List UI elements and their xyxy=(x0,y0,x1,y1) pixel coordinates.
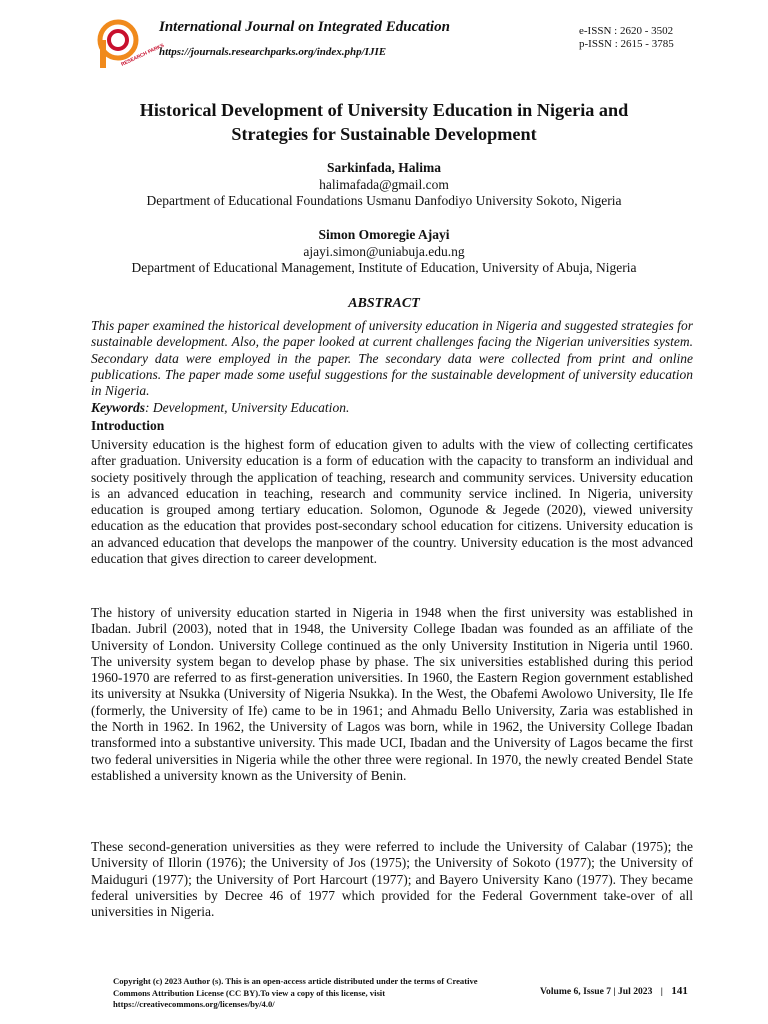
paper-title-line1: Historical Development of University Education in Nigeria and xyxy=(139,100,629,120)
paper-title-line2: Strategies for Sustainable Development xyxy=(231,124,537,144)
paper-title xyxy=(60,98,708,146)
author-block-1 xyxy=(60,160,708,210)
journal-url-link[interactable]: https://journals.researchparks.org/index.php/IJIE xyxy=(159,46,387,58)
e-issn: e-ISSN : 2620 - 3502 xyxy=(579,25,674,37)
journal-title: International Journal on Integrated Education xyxy=(159,19,450,35)
svg-text:RESEARCH PARKS: RESEARCH PARKS xyxy=(120,42,166,68)
footer-date: | Jul 2023 xyxy=(613,986,653,997)
author-name: Simon Omoregie Ajayi xyxy=(318,227,450,242)
author-email[interactable]: ajayi.simon@uniabuja.edu.ng xyxy=(303,243,465,259)
body-paragraph: These second-generation universities as they were referred to include the University of Calabar (1975); the University of Illorin (1976); the University of Jos (1975); the University of Sokoto (1977); the University of Maiduguri (1977); the University of Port Harcourt (1977); and Bayero University Kano (1977). They became federal universities by Decree 46 of 1977 which provided for the Federal Government take-over of all universities in Nigeria. xyxy=(91,839,693,920)
author-affiliation: Department of Educational Foundations Usmanu Danfodiyo University Sokoto, Nigeria xyxy=(146,193,622,208)
abstract-heading: ABSTRACT xyxy=(348,296,420,311)
journal-logo xyxy=(96,16,166,74)
keywords-text: : Development, University Education. xyxy=(145,400,350,415)
body-paragraph: The history of university education started in Nigeria in 1948 when the first university was established in Ibadan. Jubril (2003), noted that in 1948, the University College Ibadan was founded as an affiliate of the University of London. University College continued as the only University Institution in Nigeria until 1960. The university system began to develop phase by phase. The six universities established during this period 1960-1970 are referred to as first-generation universities. In 1960, the Eastern Region government established its university at Nsukka (University of Nigeria Nsukka). In the West, the Obafemi Awolowo University, Ile Ife (formerly, the University of Ife) came to be in 1961; and Ahmadu Bello University, Zaria was established in the North in 1962. In 1962, the University of Lagos was born, while in 1962, the University College Ibadan transformed into a substantive university. This made UCI, Ibadan and the University of Lagos became the first two federal universities in Nigeria while the other three were regional. In 1970, the newly created Bendel State established a university known as the University of Benin. xyxy=(91,605,693,783)
footer-issue-info xyxy=(540,985,688,997)
author-affiliation: Department of Educational Management, Institute of Education, University of Abuja, Nigeria xyxy=(131,260,637,275)
page-number: 141 xyxy=(671,985,688,997)
author-name: Sarkinfada, Halima xyxy=(326,160,442,175)
abstract-text: This paper examined the historical development of university education in Nigeria and suggested strategies for sustainable development. Also, the paper looked at current challenges facing the Nigerian universities system. Secondary data were employed in the paper. The secondary data were collected from print and online publications. The paper made some useful suggestions for the sustainable development of university education in Nigeria. xyxy=(91,318,693,399)
keywords-line xyxy=(91,400,693,416)
footer-license: Copyright (c) 2023 Author (s). This is an open-access article distributed under the terms of Creative Commons Attribution License (CC BY).To view a copy of this license, visit https://creativecommons.org/licenses/by/4.0/ xyxy=(113,976,478,1010)
footer-volume: Volume 6, Issue 7 xyxy=(540,986,612,997)
author-email[interactable]: halimafada@gmail.com xyxy=(319,176,449,192)
author-block-2 xyxy=(60,227,708,277)
issn-block xyxy=(579,25,674,51)
body-paragraph: University education is the highest form of education given to adults with the view of collecting certificates after graduation. University education is a form of education with the capacity to transform an individual and society positively through the application of teaching, research and community services. University education is an advanced education in teaching, research and community service inclined. In Nigeria, university education is grouped among tertiary education. Solomon, Ogunode & Jegede (2020), viewed university education as the education that provides post-secondary school education for citizens. University education is an advanced education that develops the manpower of the country. University education is the most advanced education that gives direction to career development. xyxy=(91,437,693,567)
keywords-label: Keywords xyxy=(91,400,145,415)
introduction-heading: Introduction xyxy=(91,418,165,433)
p-issn: p-ISSN : 2615 - 3785 xyxy=(579,38,674,50)
footer-separator: | xyxy=(660,986,663,997)
